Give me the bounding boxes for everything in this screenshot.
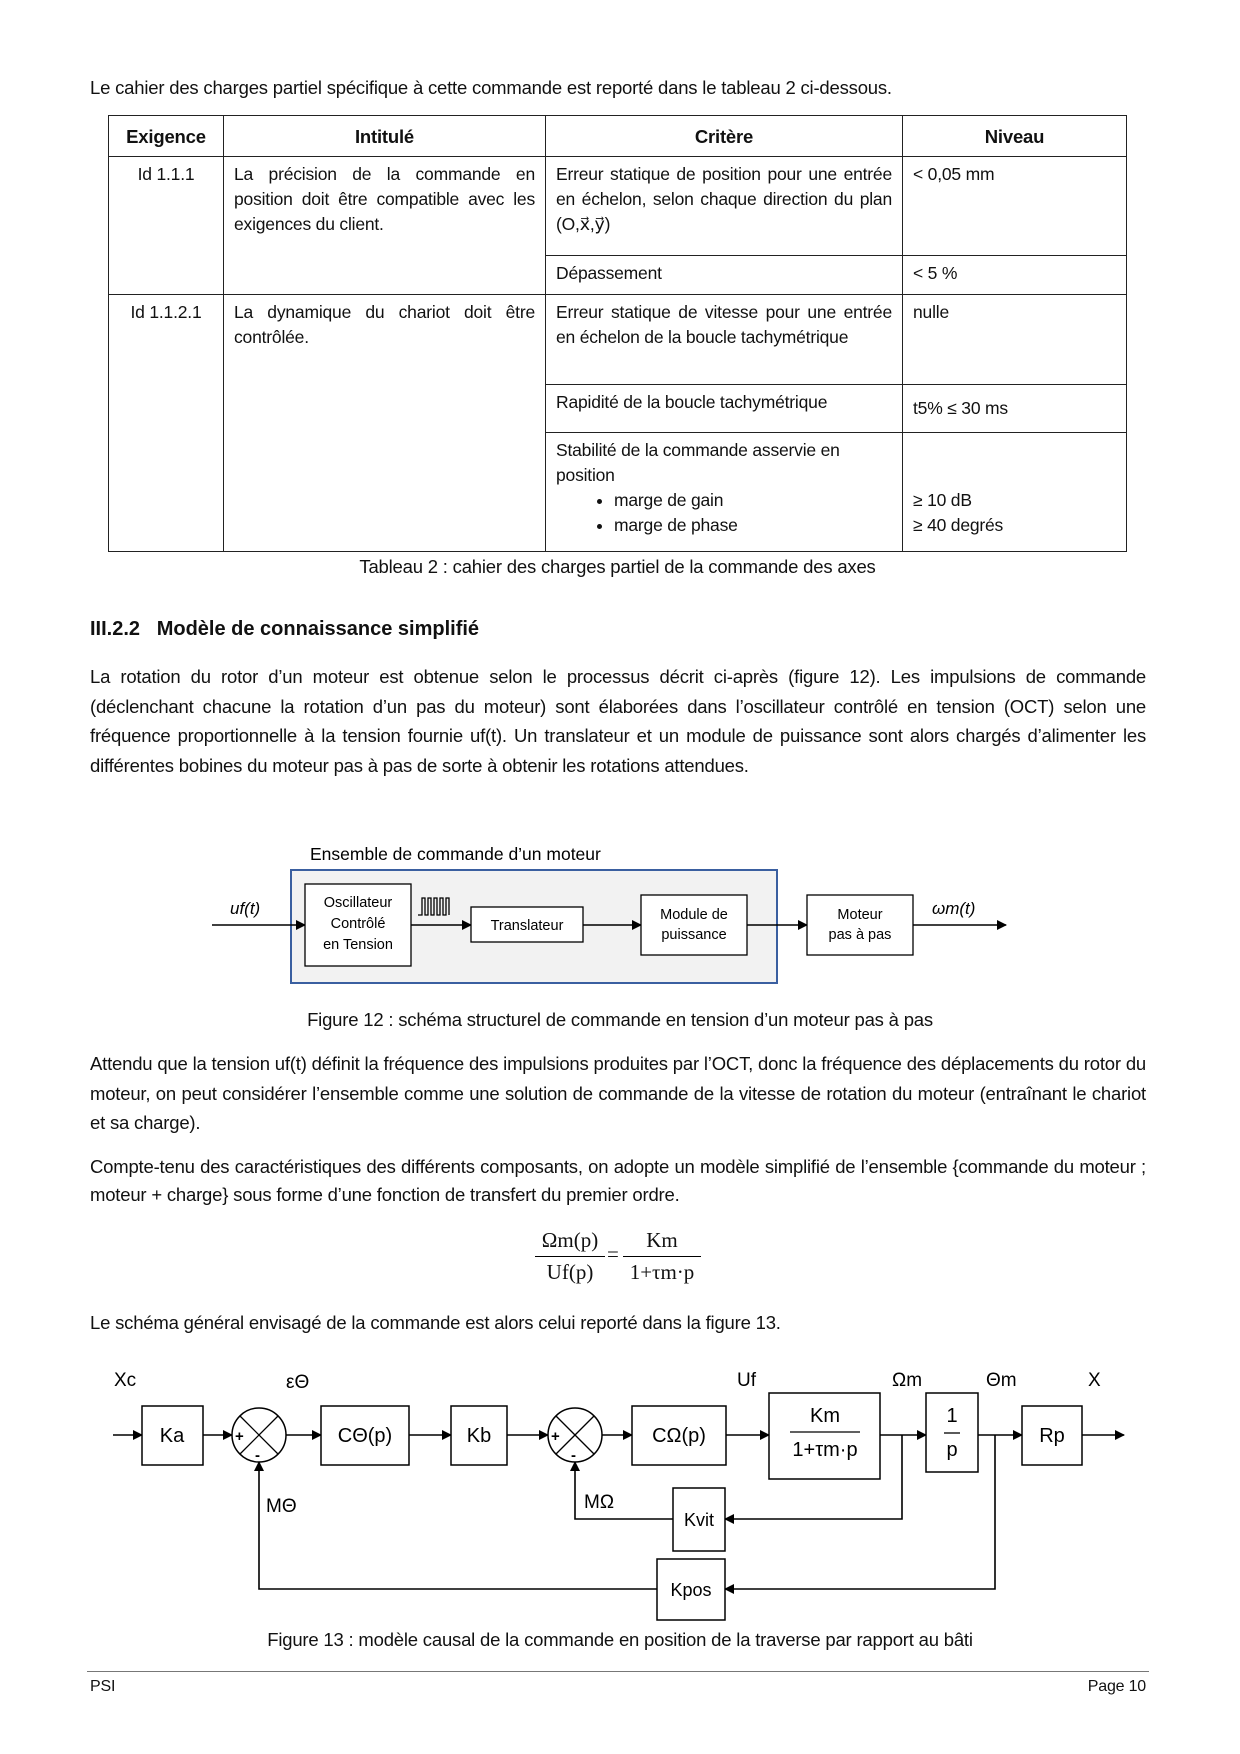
signal-m-theta: MΘ [266,1496,297,1517]
signal-omega-m: Ωm [892,1370,923,1391]
figure-13-caption: Figure 13 : modèle causal de la commande en position de la traverse par rapport au bâti [267,1629,973,1650]
footer-divider [87,1671,1149,1672]
niveau-phase: ≥ 40 degrés [913,515,1004,535]
footer-page-number: Page 10 [1087,1678,1146,1695]
section-title: Modèle de connaissance simplifié [156,618,480,640]
signal-theta-m: Θm [986,1370,1017,1391]
footer-left: PSI [90,1678,116,1695]
cell-id: Id 1.1.1 [109,157,224,295]
block-label: Rp [1039,1425,1065,1447]
block-label: Km [810,1405,840,1427]
cell-niveau: t5% ≤ 30 ms [903,385,1127,433]
block-label: Kb [466,1425,492,1447]
cell-intitule: La précision de la commande en position doit être compatible avec les exigences du client. [224,157,546,295]
cell-niveau: nulle [903,295,1127,385]
svg-text:+: + [235,1428,244,1445]
svg-text:-: - [571,1447,576,1464]
critere-text: Stabilité de la commande asservie en position [556,440,840,485]
block-label: 1 [946,1405,958,1427]
paragraph-4: Le schéma général envisagé de la commande est alors celui reporté dans la figure 13. [90,1312,781,1333]
cell-id: Id 1.1.2.1 [109,295,224,552]
signal-x: X [1088,1370,1101,1391]
group-title: Ensemble de commande d’un moteur [310,844,601,864]
paragraph-3: Compte-tenu des caractéristiques des différents composants, on adopte un modèle simplifié de l’ensemble {commande du moteur ; moteur + charge} sous forme d’une fonction de transfert du premier ordre. [90,1156,1146,1205]
header-intitule: Intitulé [224,116,546,157]
cell-critere: Rapidité de la boucle tachymétrique [546,385,903,433]
block-label: pas à pas [828,927,892,943]
signal-m-omega: MΩ [584,1492,615,1513]
header-niveau: Niveau [903,116,1127,157]
input-label: uf(t) [230,899,261,918]
signal-epsilon: εΘ [286,1372,310,1393]
cell-critere: Dépassement [546,256,903,295]
block-label: en Tension [323,937,393,953]
intro-text: Le cahier des charges partiel spécifique à cette commande est reporté dans le tableau 2 ci-dessous. [90,77,892,98]
block-label: p [946,1439,958,1461]
output-label: ωm(t) [932,899,976,918]
cell-niveau: < 5 % [903,256,1127,295]
block-label: CΩ(p) [652,1425,706,1447]
bullet-item: • marge de phase [614,513,892,538]
signal-xc: Xc [114,1370,137,1391]
block-label: Moteur [837,907,883,923]
bullet-item: • marge de gain [614,488,892,513]
block-label: CΘ(p) [337,1425,393,1447]
cell-critere: Erreur statique de position pour une entrée en échelon, selon chaque direction du plan (O,x⃗,y⃗) [546,157,903,256]
block-label: Ka [159,1425,185,1447]
svg-text:-: - [255,1447,260,1464]
block-label: 1+τm·p [792,1439,858,1461]
figure-12-caption: Figure 12 : schéma structurel de commande en tension d’un moteur pas à pas [307,1009,933,1030]
cell-intitule: La dynamique du chariot doit être contrôlée. [224,295,546,552]
section-number: III.2.2 [90,618,141,640]
formula-den-left: Uf(p) [546,1260,594,1284]
formula-num-right: Km [646,1228,678,1252]
block-label: puissance [661,927,727,943]
header-critere: Critère [546,116,903,157]
niveau-gain: ≥ 10 dB [913,490,972,510]
table-caption-text: Tableau 2 : cahier des charges partiel de la commande des axes [359,556,876,577]
header-exigence: Exigence [109,116,224,157]
cell-critere: Erreur statique de vitesse pour une entrée en échelon de la boucle tachymétrique [546,295,903,385]
paragraph-1: La rotation du rotor d’un moteur est obtenue selon le processus décrit ci-après (figure 12). Les impulsions de commande (déclenchant chacune la rotation d’un pas du moteur) sont élaborées dans l’oscillateur contrôlé en tension (OCT) selon une fréquence proportionnelle à la tension fournie uf(t). Un translateur et un module de puissance sont alors chargés d’alimenter les différentes bobines du moteur pas à pas de sorte à obtenir les rotations attendues. [90,666,1146,776]
block-label: Kvit [683,1510,715,1530]
cell-niveau: < 0,05 mm [903,157,1127,256]
svg-text:+: + [551,1428,560,1445]
signal-uf: Uf [737,1370,756,1391]
equals-sign: = [607,1242,619,1266]
block-label: Module de [660,907,728,923]
block-label: Translateur [490,918,564,934]
formula-num-left: Ωm(p) [541,1228,599,1252]
formula-den-right: 1+τm·p [629,1260,695,1284]
paragraph-2: Attendu que la tension uf(t) définit la fréquence des impulsions produites par l’OCT, donc la fréquence des déplacements du rotor du moteur, on peut considérer l’ensemble comme une solution de commande de la vitesse de rotation du moteur (entraînant le chariot et sa charge). [90,1053,1146,1133]
block-label: Contrôlé [330,916,386,932]
block-label: Oscillateur [323,895,393,911]
block-label: Kpos [670,1580,712,1600]
